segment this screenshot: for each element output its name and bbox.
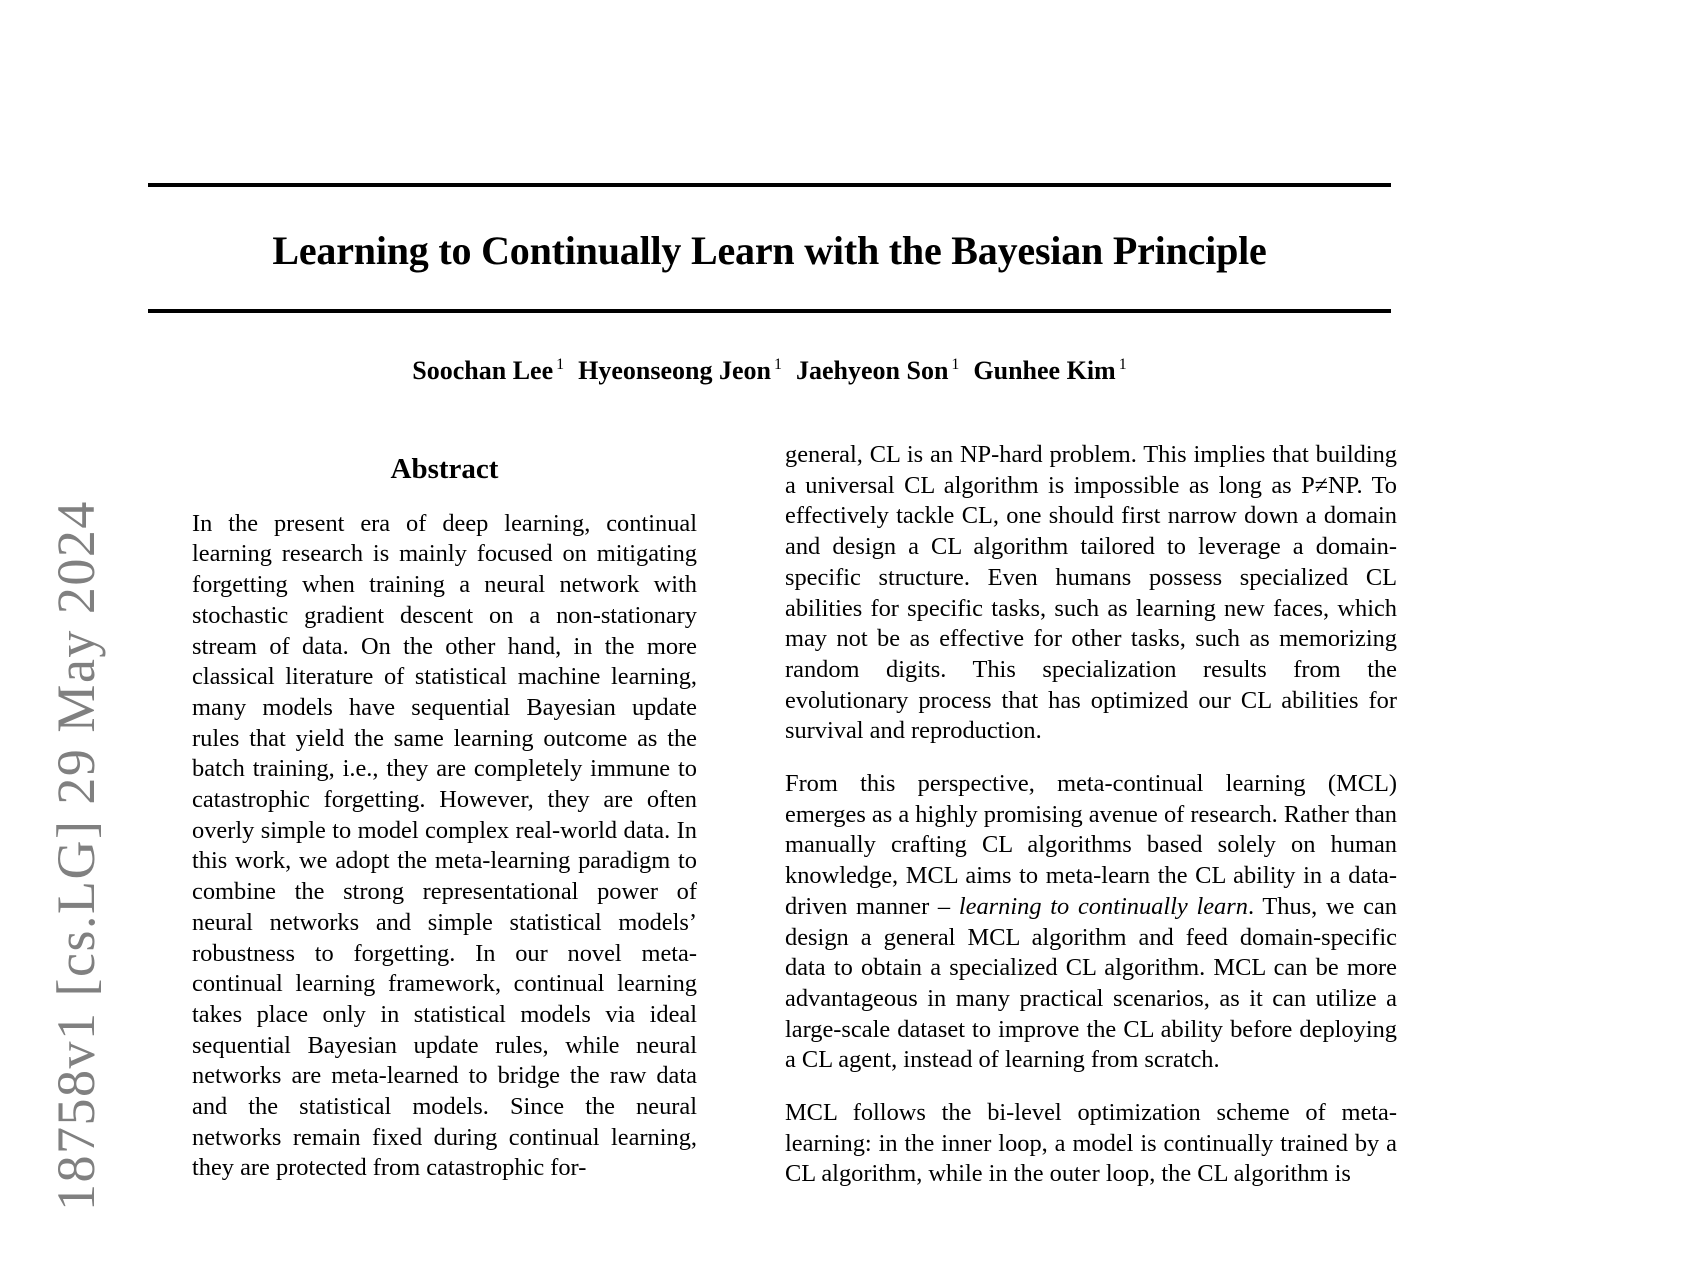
body-paragraph — [785, 1098, 1397, 1190]
paragraph-text: From this perspective, meta-continual learning (MCL) emerges as a highly promising avenue of research. Rather than manually crafting CL algorithms based solely on human knowledge, MCL aims to meta-learn the CL ability in a data-driven manner – — [785, 770, 1397, 920]
author-affiliation-marker: 1 — [773, 356, 782, 374]
body-paragraph — [785, 440, 1397, 747]
author-name: Gunhee Kim — [973, 356, 1116, 385]
author-list — [148, 356, 1391, 386]
paragraph-text: . Thus, we can design a general MCL algorithm and feed domain-specific data to obtain a specialized CL algorithm. MCL can be more advantageous in many practical scenarios, as it can utilize a large-scale dataset to improve the CL ability before deploying a CL agent, instead of learning from scratch. — [785, 892, 1398, 1074]
author-name: Hyeonseong Jeon — [578, 356, 771, 385]
abstract-paragraph: In the present era of deep learning, continual learning research is mainly focused on mitigating forgetting when training a neural network with stochastic gradient descent on a non-stationary stream of data. On the other hand, in the more classical literature of statistical machine learning, many models have sequential Bayesian update rules that yield the same learning outcome as the batch training, i.e., they are completely immune to catastrophic forgetting. However, they are often overly simple to model complex real-world data. In this work, we adopt the meta-learning paradigm to combine the strong representational power of neural networks and simple statistical models’ robustness to forgetting. In our novel meta-continual learning framework, continual learning takes place only in statistical models via ideal sequential Bayesian update rules, while neural networks are meta-learned to bridge the raw data and the statistical models. Since the neural networks remain fixed during continual learning, they are protected from catastrophic for- — [192, 509, 697, 1182]
paper-header — [148, 183, 1391, 313]
author-entry — [796, 356, 959, 385]
abstract-heading: Abstract — [390, 453, 499, 485]
author-entry — [412, 356, 564, 385]
two-column-body — [148, 440, 1398, 1280]
title-rule-bottom — [148, 309, 1391, 313]
page-title: Learning to Continually Learn with the Bayesian Principle — [272, 228, 1267, 273]
arxiv-identifier-stamp: 18758v1 [cs.LG] 29 May 2024 — [46, 500, 106, 1211]
author-affiliation-marker: 1 — [951, 356, 960, 374]
right-column — [785, 440, 1397, 1190]
paragraph-text: MCL follows the bi-level optimization scheme of meta-learning: in the inner loop, a model is continually trained by a CL algorithm, while in the outer loop, the CL algorithm is — [785, 1099, 1397, 1188]
paragraph-text: general, CL is an NP-hard problem. This implies that building a universal CL algorithm is impossible as long as P≠NP. To effectively tackle CL, one should first narrow down a domain and design a CL algorithm tailored to leverage a domain-specific structure. Even humans possess specialized CL abilities for specific tasks, such as learning new faces, which may not be as effective for other tasks, such as memorizing random digits. This specialization results from the evolutionary process that has optimized our CL abilities for survival and reproduction. — [785, 441, 1397, 745]
author-entry — [578, 356, 782, 385]
author-affiliation-marker: 1 — [1118, 356, 1127, 374]
emphasized-phrase: learning to continually learn — [958, 892, 1248, 920]
body-paragraph — [785, 769, 1397, 1076]
author-affiliation-marker: 1 — [556, 356, 565, 374]
author-name: Jaehyeon Son — [795, 356, 949, 385]
author-entry — [973, 356, 1126, 385]
author-name: Soochan Lee — [412, 356, 554, 385]
left-column — [192, 440, 697, 1184]
